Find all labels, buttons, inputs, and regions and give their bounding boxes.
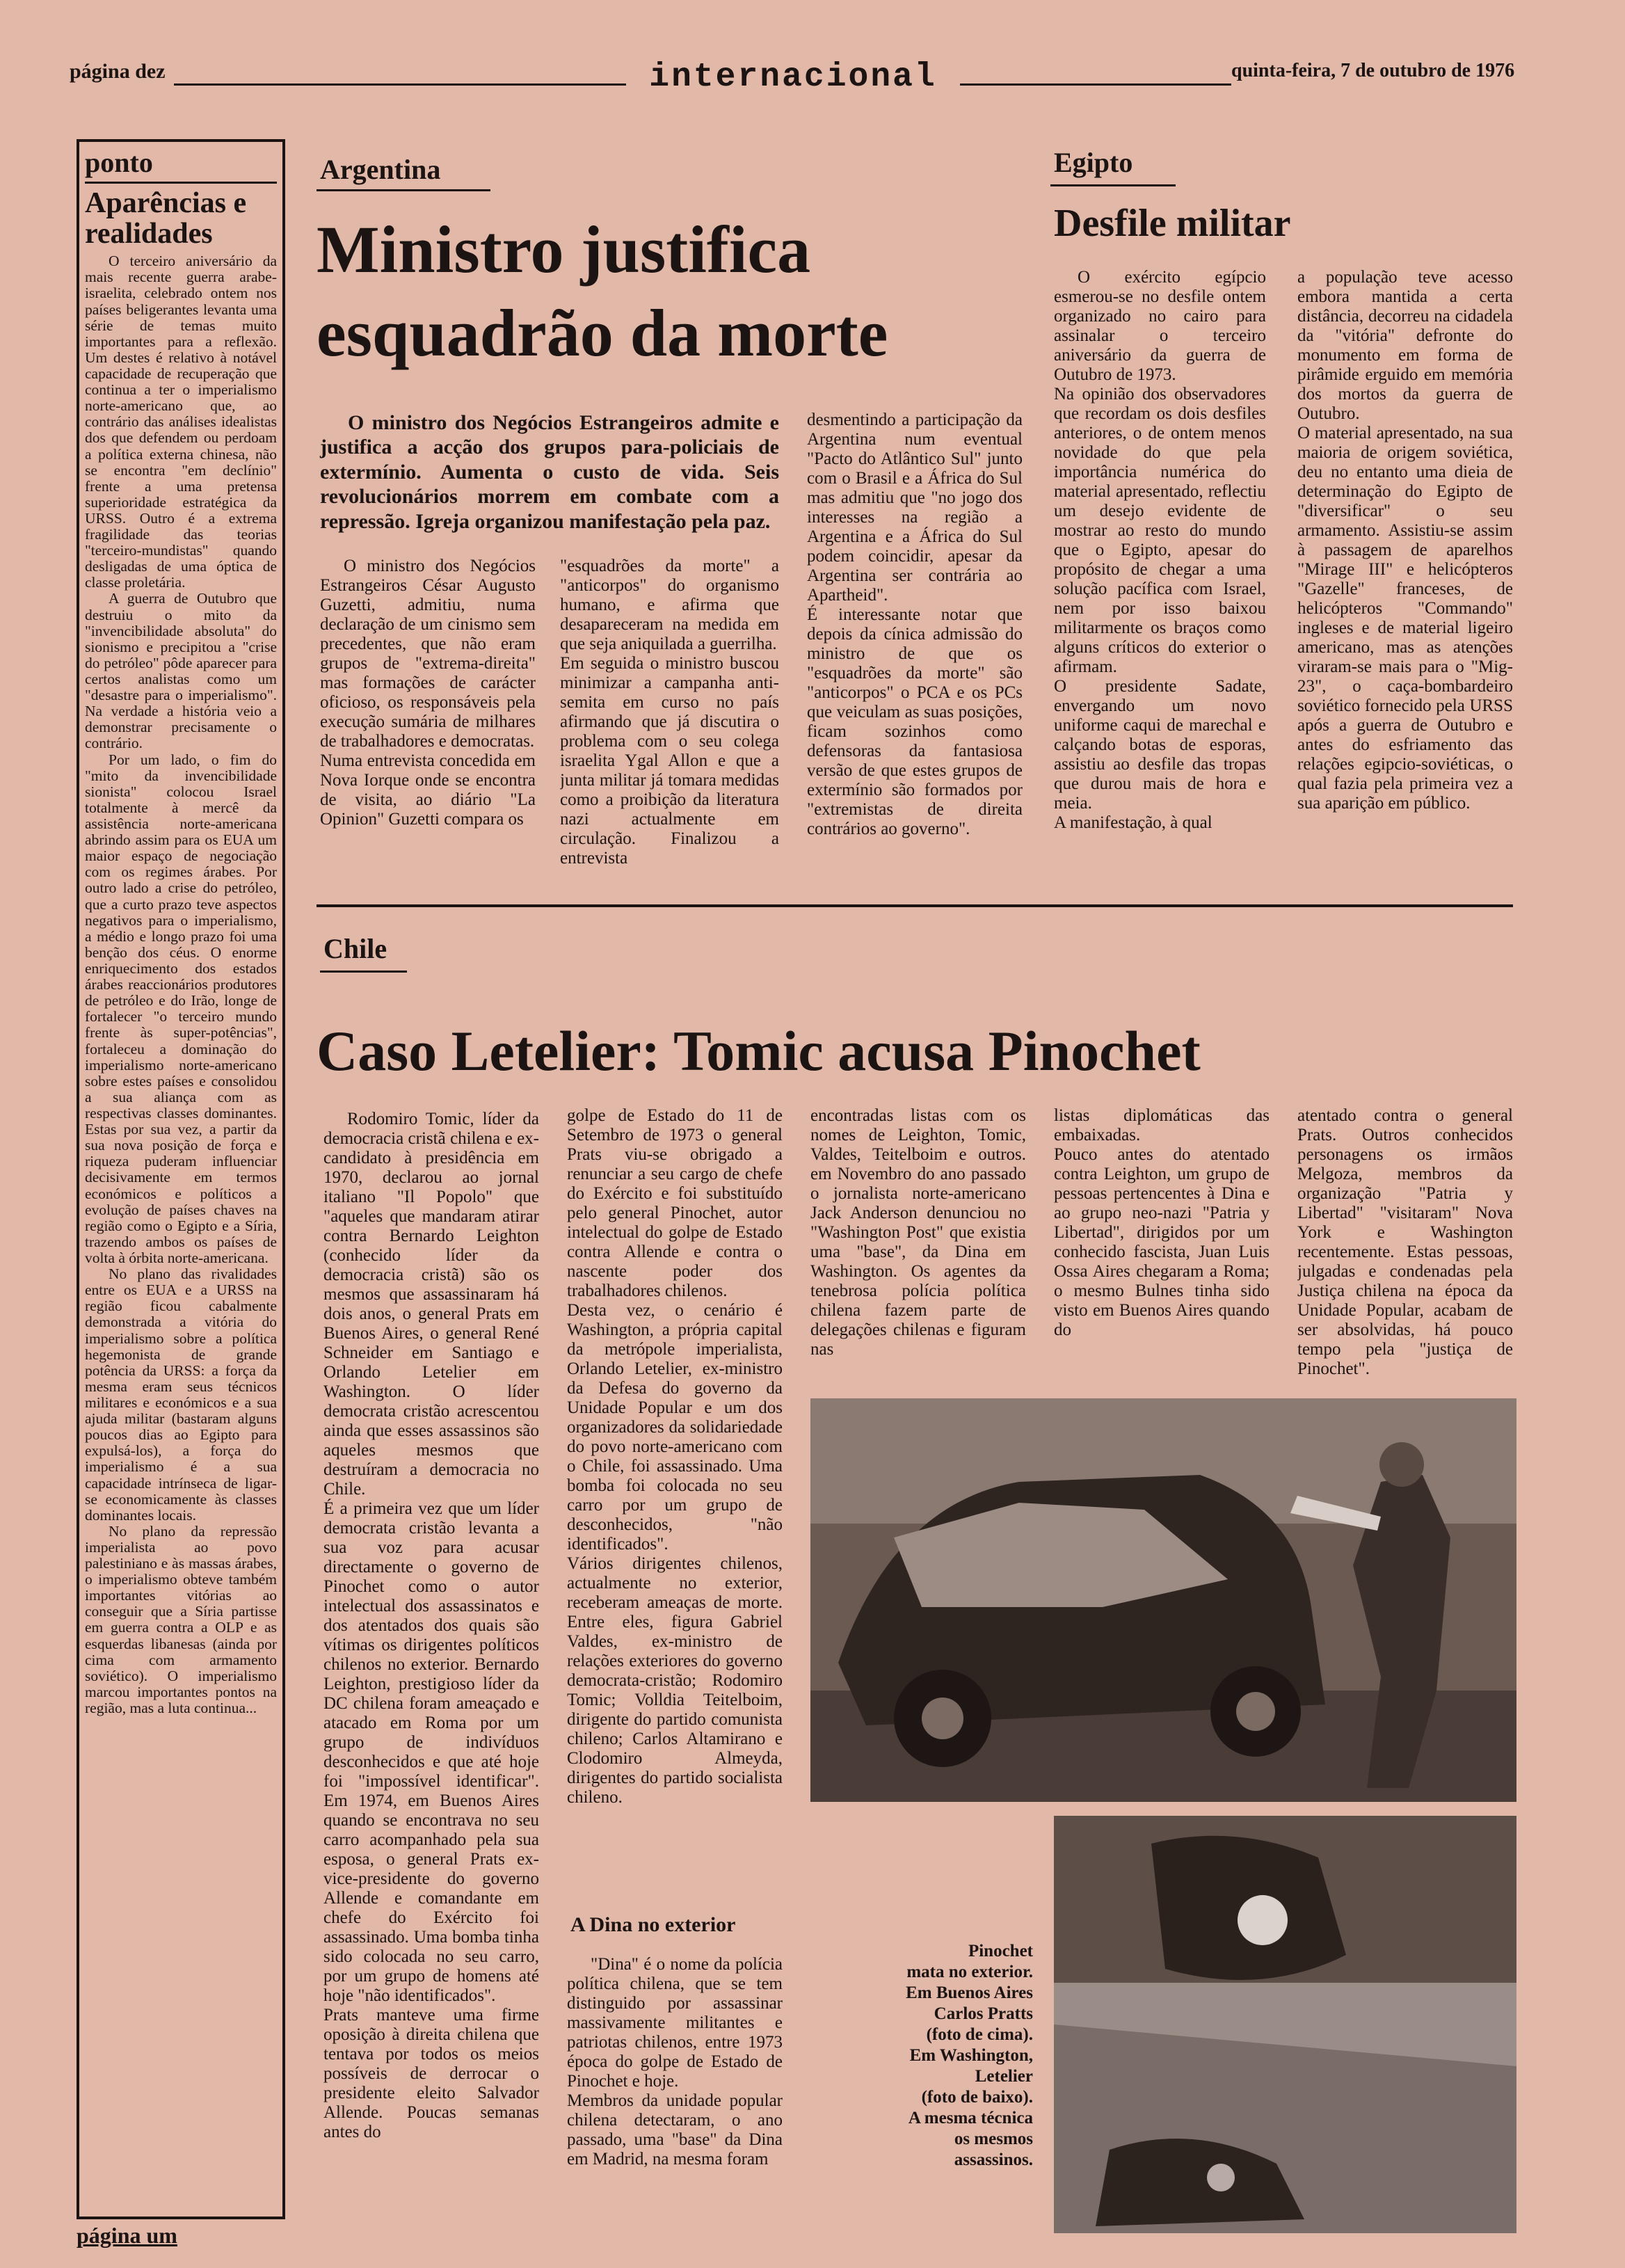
ponto-body: [85, 253, 277, 2208]
chile-col-1: [323, 1110, 539, 2223]
ponto-paragraph-4: No plano das rivalidades entre os EUA e a URSS na região ficou cabalmente demonstrada a vitória do imperialismo sobre a política hegemonista de grande potência da URSS: a força da mesma eram seus técnicos militares e económicos e a sua ajuda militar (bastaram alguns poucos dias ao Egipto para expulsá-los), a força do imperialismo é a sua capacidade intrínseca de ligar-se economicamente às classes dominantes locais.: [85, 1265, 277, 1524]
egipto-kicker: Egipto: [1054, 147, 1133, 178]
chile-col-5-text: atentado contra o general Prats. Outros conhecidos personagens os irmãos Melgoza, membros da organização "Patria y Libertad" "visitaram" Nova York e Washington recentemente. Estas pessoas, julgadas e condenadas pela Justiça chilena na época da Unidade Popular, acabam de ser absolvidas, há pouco tempo pela "justiça de Pinochet".: [1297, 1106, 1513, 1378]
street-wreck-image: [1054, 1816, 1516, 2233]
chile-col-3: [810, 1106, 1026, 1384]
argentina-headline-line-1: Ministro justifica: [317, 212, 811, 287]
argentina-kicker-rule: [317, 189, 490, 191]
chile-headline: Caso Letelier: Tomic acusa Pinochet: [317, 1019, 1201, 1083]
argentina-headline: [317, 212, 888, 370]
photo-caption: Pinochet mata no exterior. Em Buenos Aires Carlos Pratts (foto de cima). Em Washington, Letelier (foto de baixo). A mesma técnica os mesmos assassinos.: [906, 1942, 1033, 2169]
chile-subhead: A Dina no exterior: [570, 1913, 736, 1936]
photo-prats-car-wreck: [810, 1398, 1516, 1802]
chile-col-5: [1297, 1106, 1513, 1384]
chile-kicker: Chile: [323, 933, 387, 964]
egipto-kicker-rule: [1050, 184, 1176, 186]
ponto-label: ponto: [85, 146, 277, 184]
egipto-col-1-text: O exército egípcio esmerou-se no desfile ontem organizado no cairo para assinalar o terceiro aniversário da guerra de Outubro de 1973. Na opinião dos observadores que recordam os dois desfiles anteriores, o de ontem menos novidade do que pela importância numérica do material apresentado, reflectiu um desejo evidente de mostrar ao resto do mundo que o Egipto, apesar do propósito de chegar a uma solução pacífica com Israel, nem por isso baixou militarmente os braços como alguns críticos do exterior o afirmam. O presidente Sadate, envergando um novo uniforme caqui de marechal e calçando botas de esporas, assistiu ao desfile das tropas que durou mais de hora e meia. A manifestação, à qual: [1054, 268, 1266, 832]
argentina-col-1-text: O ministro dos Negócios Estrangeiros César Augusto Guzetti, admitiu, numa declaração de um cinismo sem precedentes, que não eram grupos de "extrema-direita" mas formações de carácter oficioso, os responsáveis pela execução sumária de milhares de trabalhadores e democratas. Numa entrevista concedida em Nova Iorque onde se encontra de visita, ao diário "La Opinion" Guzetti compara os: [320, 557, 536, 829]
argentina-lead: O ministro dos Negócios Estrangeiros admite e justifica a acção dos grupos para-policiais de extermínio. Aumenta o custo de vida. Seis revolucionários morrem em combate com a repressão. Igreja organizou manifestação pela paz.: [320, 411, 779, 533]
chile-col-2-text: golpe de Estado do 11 de Setembro de 1973 o general Prats viu-se obrigado a renunciar a seu cargo de chefe do Exército e foi substituído pelo general Pinochet, autor intelectual do golpe de Estado contra Allende e contra o nascente poder dos trabalhadores chilenos. Desta vez, o cenário é Washington, a própria capital da metrópole imperialista, Orlando Letelier, ex-ministro da Defesa do governo da Unidade Popular e um dos organizadores da solidariedade do povo norte-americano com o Chile, foi assassinado. Uma bomba foi colocada no seu carro por um grupo de desconhecidos, "não identificados". Vários dirigentes chilenos, actualmente no exterior, receberam ameaças de morte. Entre eles, figura Gabriel Valdes, ex-ministro de relações exteriores do governo democrata-cristão; Rodomiro Tomic; Volldia Teitelboim, dirigente do partido comunista chileno; Carlos Altamirano e Clodomiro Almeyda, dirigentes do partido socialista chileno.: [567, 1106, 783, 1807]
chile-col-2: [567, 1106, 783, 1906]
argentina-col-1: [320, 557, 536, 891]
ponto-paragraph-3: Por um lado, o fim do "mito da invencibilidade sionista" colocou Israel totalmente à mercê da assistência norte-americana abrindo assim para os EUA um maior espaço de negociação com os regimes árabes. Por outro lado a crise do petróleo, que a curto prazo teve aspectos negativos para o imperialismo, a médio e longo prazo foi uma benção dos céus. O enorme enriquecimento dos estados árabes reaccionários produtores de petróleo e do Irão, longe de fortalecer "o terceiro mundo frente às super-potências", fortaleceu a dominação do imperialismo norte-americano sobre estes países e consolidou a sua aliança com as respectivas classes dominantes. Estas por sua vez, a partir da sua nova posição de força e riqueza puderam influenciar decisivamente em termos económicos e políticos a evolução de países chaves na região como o Egipto e a Síria, trazendo ambos os países de volta à órbita norte-americana.: [85, 751, 277, 1266]
argentina-col-3: [807, 410, 1023, 897]
chile-col-2b: [567, 1955, 783, 2219]
page-label: página dez: [70, 60, 166, 83]
argentina-headline-line-2: esquadrão da morte: [317, 295, 888, 370]
chile-col-1-text: Rodomiro Tomic, líder da democracia cristã chilena e ex-candidato à presidência em 1970, declarou ao jornal italiano "Il Popolo" que "aqueles que mandaram atirar contra Bernardo Leighton (conhecido líder da democracia cristã) são os mesmos que assassinaram há dois anos, o general Prats em Buenos Aires, o general René Schneider em Santiago e Orlando Letelier em Washington. O líder democrata cristão acrescentou ainda que esses assassinos são aqueles mesmos que destruíram a democracia no Chile. É a primeira vez que um líder democrata cristão levanta a sua voz para acusar directamente o governo de Pinochet como o autor intelectual dos assassinatos e dos atentados dos quais são vítimas os dirigentes políticos chilenos no exterior. Bernardo Leighton, prestigioso líder da DC chilena foram ameaçado e atacado em Roma por um grupo de indivíduos desconhecidos e que até hoje foi "impossível identificar". Em 1974, em Buenos Aires quando se encontrava no seu carro acompanhado pela sua esposa, o general Prats ex-vice-presidente do governo Allende e comandante em chefe do Exército foi assassinado. Uma bomba tinha sido colocada no seu carro, por um grupo de homens até hoje "não identificados". Prats manteve uma firme oposição à direita chilena que tentava por todos os meios possíveis de derrocar o presidente eleito Salvador Allende. Poucas semanas antes do: [323, 1110, 539, 2141]
chile-col-2b-text: "Dina" é o nome da polícia política chilena, que se tem distinguido por assassinar massivamente militantes e patriotas chilenos, entre 1973 época do golpe de Estado de Pinochet e hoje. Membros da unidade popular chilena detectaram, o ano passado, uma "base" da Dina em Madrid, na mesma foram: [567, 1955, 783, 2169]
argentina-kicker: Argentina: [320, 154, 441, 185]
ponto-footer: página um: [77, 2223, 177, 2248]
chile-col-4-text: listas diplomáticas das embaixadas. Pouco antes do atentado contra Leighton, um grupo de pessoas pertencentes à Dina e ao grupo neo-nazi "Patria y Libertad", dirigidos por um conhecido fascista, Juan Luis Ossa Aires chegaram a Roma; o mesmo Bulnes tinha sido visto em Buenos Aires quando do: [1054, 1106, 1270, 1339]
masthead-rule-right: [960, 83, 1231, 86]
argentina-col-2: [560, 557, 779, 891]
egipto-col-2-text: a população teve acesso embora mantida a certa distância, decorreu na cidadela da "vitória" defronte do monumento em forma de pirâmide erguido em memória dos mortos da guerra de Outubro. O material apresentado, na sua maioria de origem soviética, deu no entanto uma dieia de determinação do Egipto de "diversificar" o seu armamento. Assistiu-se assim à passagem de aparelhos "Mirage III" e helicópteros "Gazelle" franceses, de helicópteros "Commando" ingleses e de material ligeiro americano, mas as atenções viraram-se mais para o "Mig-23", o caça-bombardeiro soviético fornecido pela URSS após a guerra de Outubro e antes do esfriamento das relações egipcio-soviéticas, o qual fazia pela primeira vez a sua aparição em público.: [1297, 268, 1513, 813]
ponto-title: Aparências e realidades: [85, 187, 247, 250]
section-title: internacional: [649, 58, 937, 96]
egipto-col-2: [1297, 268, 1513, 894]
photo-letelier-car-wreck: [1054, 1816, 1516, 2233]
argentina-col-2-text: "esquadrões da morte" a "anticorpos" do organismo humano, e afirma que desapareceram na medida em que seja aniquilada a guerrilha. Em seguida o ministro buscou minimizar a campanha anti-semita em curso no país afirmando que já discutira o problema com o seu colega israelita Ygal Allon e que a junta militar já tomara medidas como a proibição da literatura nazi actualmente em circulação. Finalizou a entrevista: [560, 557, 779, 868]
egipto-headline: Desfile militar: [1054, 202, 1291, 245]
chile-section-rule: [317, 904, 1513, 907]
egipto-col-1: [1054, 268, 1266, 894]
chile-col-3-text: encontradas listas com os nomes de Leighton, Tomic, Valdes, Teitelboim e outros. em Novembro do ano passado o jornalista norte-americano Jack Anderson denunciou no "Washington Post" que existia uma "base", da Dina em Washington. Os agentes da tenebrosa polícia política chilena fazem parte de delegações chilenas e figuram nas: [810, 1106, 1026, 1359]
page-date: quinta-feira, 7 de outubro de 1976: [1231, 60, 1515, 81]
masthead-rule-left: [174, 83, 626, 86]
ponto-paragraph-2: A guerra de Outubro que destruiu o mito da "invencibilidade absoluta" do sionismo e precipitou a "crise do petróleo" pôde aparecer para certos analistas como um "desastre para o imperialismo". Na verdade a história veio a demonstrar precisamente o contrário.: [85, 590, 277, 752]
chile-col-4: [1054, 1106, 1270, 1384]
argentina-col-3-text: desmentindo a participação da Argentina num eventual "Pacto do Atlântico Sul" junto com o Brasil e a África do Sul mas admitiu que "no jogo dos interesses na região a Argentina e a África do Sul podem coincidir, apesar da Argentina ser contrária ao Apartheid". É interessante notar que depois da cínica admissão do ministro de que os "esquadrões da morte" são "anticorpos" o PCA e os PCs que veiculam as suas posições, ficam sozinhos como defensoras da fantasiosa versão de que estes grupos de extermínio são formados por "extremistas de direita contrários ao governo".: [807, 410, 1023, 838]
ponto-paragraph-5: No plano da repressão imperialista ao povo palestiniano e às massas árabes, o imperialismo obteve também importantes vitórias ao conseguir que a Síria partisse em guerra contra a OLP e as esquerdas libanesas (ainda por cima com armamento soviético). O imperialismo marcou importantes pontos na região, mas a luta continua...: [85, 1522, 277, 1717]
ponto-paragraph-1: O terceiro aniversário da mais recente guerra arabe-israelita, celebrado ontem nos países beligerantes levanta uma série de temas muito importantes para a reflexão. Um destes é relativo à notável capacidade de recuperação que continua a ter o imperialismo norte-americano que, ao contrário das análises idealistas dos que defendem ou perdoam a política externa chinesa, não se encontra "em declínio" frente a uma pretensa superioridade estratégica da URSS. Outro é a extrema fragilidade das teorias "terceiro-mundistas" quando desligadas de uma óptica de classe proletária.: [85, 253, 277, 591]
car-wreck-image: [810, 1398, 1516, 1802]
ponto-sidebar: [77, 139, 285, 2219]
chile-kicker-rule: [320, 971, 407, 973]
